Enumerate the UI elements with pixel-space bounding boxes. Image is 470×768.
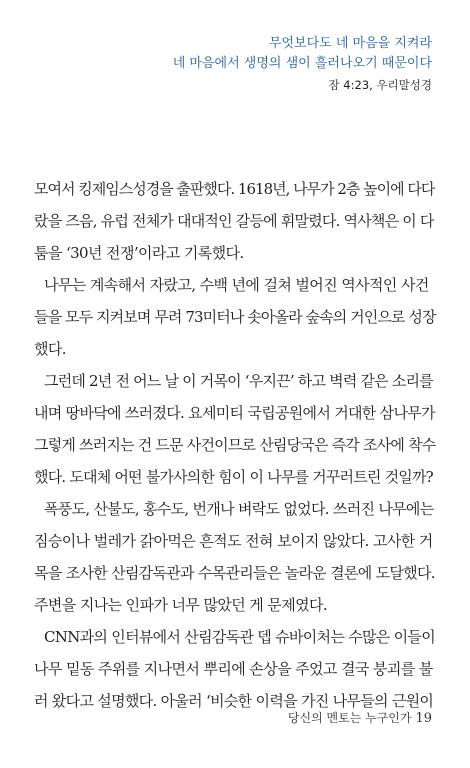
- text-line: CNN과의 인터뷰에서 산림감독관 뎁 슈바이처는 수많은 이들이: [44, 628, 435, 646]
- text-line: 폭풍도, 산불도, 홍수도, 번개나 벼락도 없었다. 쓰러진 나무에는: [44, 500, 434, 518]
- epigraph-line: 네 마음에서 생명의 샘이 흘러나오기 때문이다: [172, 56, 432, 71]
- text-line: 주변을 지나는 인파가 너무 많았던 게 문제였다.: [34, 596, 328, 614]
- text-line: 툼을 ‘30년 전쟁’이라고 기록했다.: [34, 244, 244, 262]
- text-line: 나무는 계속해서 자랐고, 수백 년에 걸쳐 벌어진 역사적인 사건: [44, 276, 429, 294]
- paragraph: [34, 493, 436, 621]
- epigraph: [173, 34, 432, 96]
- text-line: 러 왔다고 설명했다. 아울러 ‘비슷한 이력을 가진 나무들의 근원이: [34, 692, 434, 710]
- text-line: 짐승이나 벌레가 갉아먹은 흔적도 전혀 보이지 않았다. 고사한 거: [34, 532, 433, 550]
- paragraph: [34, 365, 436, 493]
- book-title: 당신의 멘토는 누구인가: [287, 711, 412, 725]
- text-line: 목을 조사한 산림감독관과 수목관리들은 놀라운 결론에 도달했다.: [34, 564, 435, 582]
- text-line: 했다. 도대체 어떤 불가사의한 힘이 이 나무를 거꾸러트린 것일까?: [34, 468, 433, 486]
- text-line: 랐을 즈음, 유럽 전체가 대대적인 갈등에 휘말렸다. 역사책은 이 다: [34, 212, 434, 230]
- page-footer: [288, 709, 432, 726]
- text-line: 모여서 킹제임스성경을 출판했다. 1618년, 나무가 2층 높이에 다다: [34, 180, 435, 198]
- text-line: 나무 밑동 주위를 지나면서 뿌리에 손상을 주었고 결국 붕괴를 불: [34, 660, 433, 678]
- text-line: 들을 모두 지켜보며 무려 73미터나 솟아올라 숲속의 거인으로 성장: [34, 308, 436, 326]
- paragraph: [34, 621, 436, 717]
- paragraph: [34, 173, 436, 269]
- text-line: 했다.: [34, 340, 66, 358]
- epigraph-source: 잠 4:23, 우리말성경: [328, 78, 432, 92]
- page-number: 19: [415, 711, 432, 726]
- body-text: [34, 173, 436, 717]
- text-line: 내며 땅바닥에 쓰러졌다. 요세미티 국립공원에서 거대한 삼나무가: [34, 404, 435, 422]
- epigraph-line: 무엇보다도 네 마음을 지켜라: [268, 36, 432, 51]
- text-line: 그렇게 쓰러지는 건 드문 사건이므로 산림당국은 즉각 조사에 착수: [34, 436, 436, 454]
- text-line: 그런데 2년 전 어느 날 이 거목이 ‘우지끈’ 하고 벽력 같은 소리를: [44, 372, 433, 390]
- paragraph: [34, 269, 436, 365]
